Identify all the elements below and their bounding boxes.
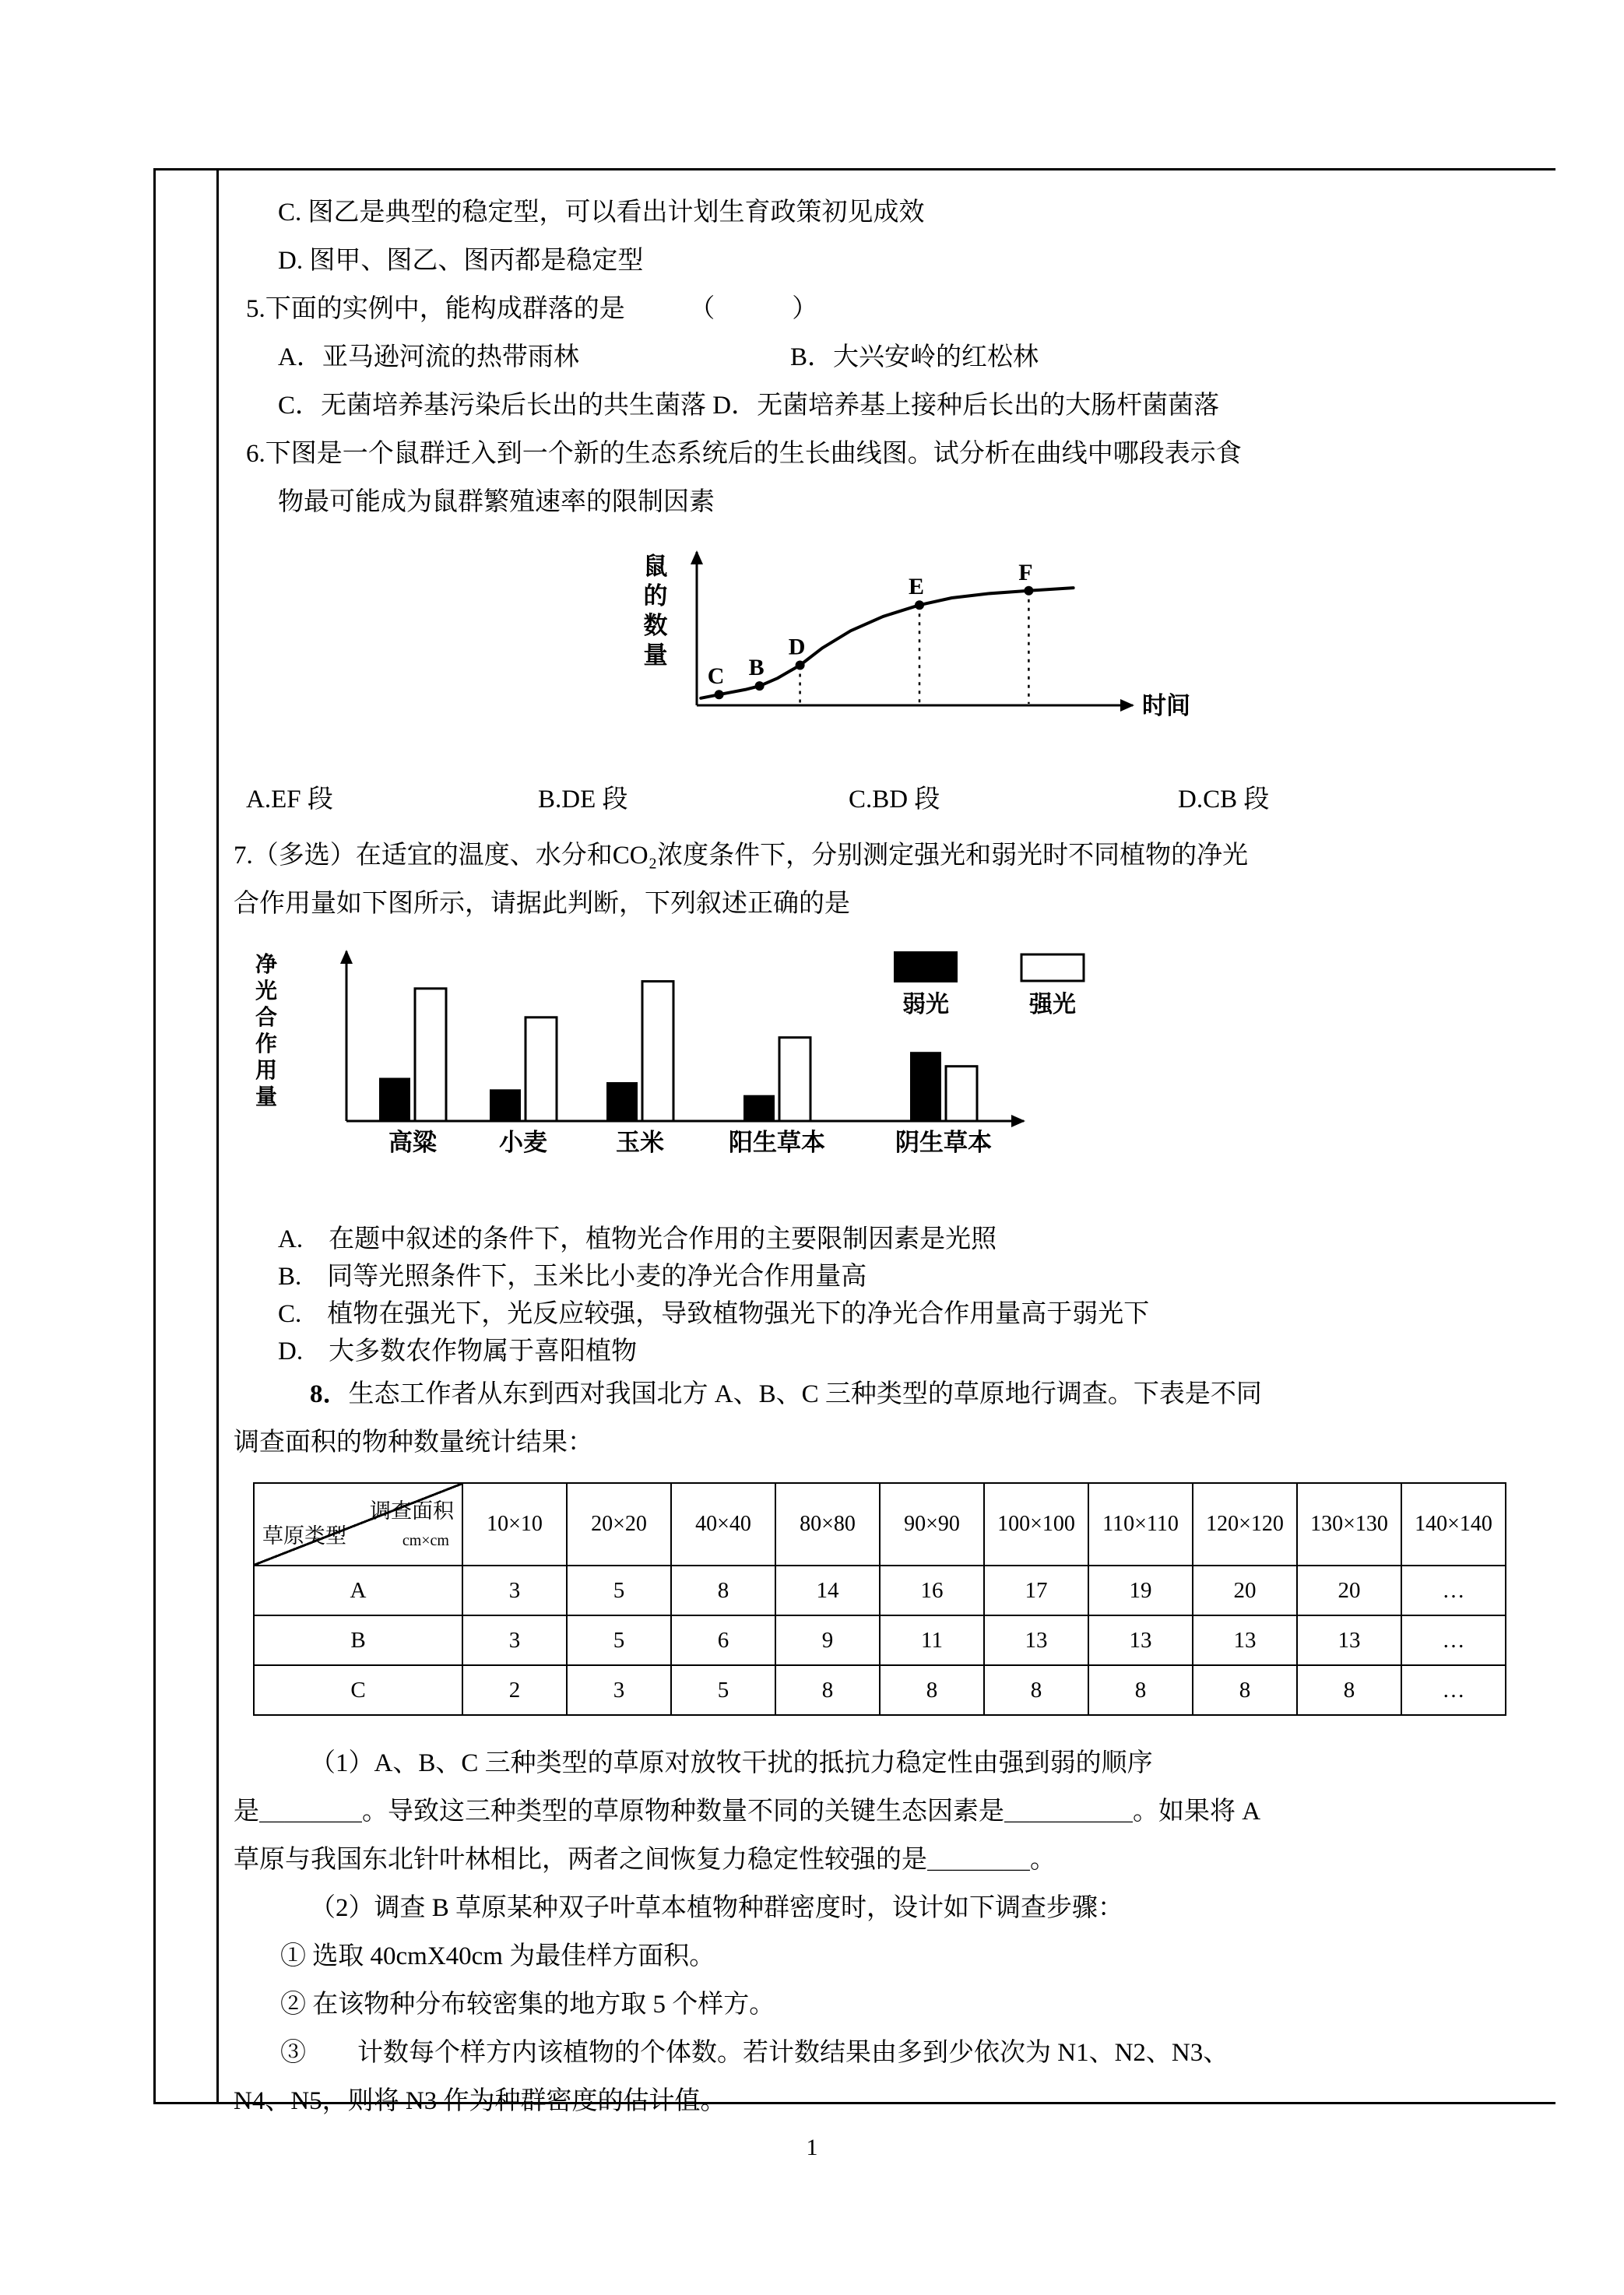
survey-cell: 17	[984, 1566, 1088, 1615]
survey-row-A	[254, 1566, 1506, 1615]
corner-label-unit: cm×cm	[402, 1532, 449, 1549]
survey-header-row	[254, 1483, 1506, 1566]
y-axis-label-char: 用	[255, 1059, 278, 1083]
legend-label-strong-light: 强光	[1029, 992, 1076, 1017]
q8-step3-line2: N4、N5，则将 N3 作为种群密度的估计值。	[234, 2087, 726, 2115]
q8-sub1-line3: 草原与我国东北针叶林相比，两者之间恢复力稳定性较强的是＿＿＿＿。	[234, 1846, 1056, 1874]
q5-options-cd: C．无菌培养基污染后长出的共生菌落 D．无菌培养基上接种后长出的大肠杆菌菌落	[278, 392, 1220, 420]
survey-cell: …	[1401, 1566, 1506, 1615]
bar-strong-light	[946, 1067, 977, 1121]
survey-col-header: 140×140	[1401, 1483, 1506, 1566]
photosynthesis-chart-figure	[241, 940, 1098, 1186]
y-axis-label-char: 合	[255, 1006, 278, 1030]
q8-sub1-line1: （1）A、B、C 三种类型的草原对放牧干扰的抵抗力稳定性由强到弱的顺序	[310, 1749, 1153, 1777]
y-axis-label-char: 鼠	[643, 553, 668, 580]
survey-cell: 16	[880, 1566, 984, 1615]
q8-stem-line1: 8．生态工作者从东到西对我国北方 A、B、C 三种类型的草原地行调查。下表是不同	[310, 1380, 1262, 1408]
q8-stem-line2: 调查面积的物种数量统计结果：	[234, 1429, 593, 1457]
point-D	[796, 660, 805, 670]
survey-cell: …	[1401, 1665, 1506, 1715]
q7-option-b: B. 同等光照条件下，玉米比小麦的净光合作用量高	[278, 1263, 867, 1291]
legend-label-weak-light: 弱光	[902, 992, 949, 1017]
survey-cell: 8	[1297, 1665, 1401, 1715]
survey-row-B	[254, 1615, 1506, 1665]
survey-row-label: B	[254, 1615, 462, 1665]
corner-label-type: 草原类型	[262, 1524, 346, 1548]
survey-col-header: 40×40	[671, 1483, 775, 1566]
category-label: 阴生草本	[895, 1129, 992, 1156]
q5-option-a: A．亚马逊河流的热带雨林	[278, 343, 579, 371]
q8-step3-line1: ③ 计数每个样方内该植物的个体数。若计数结果由多到少依次为 N1、N2、N3、	[280, 2039, 1229, 2067]
bar-strong-light	[642, 982, 673, 1121]
survey-cell: 13	[1193, 1615, 1297, 1665]
y-axis-label-char: 量	[255, 1085, 278, 1109]
survey-table	[253, 1482, 1506, 1716]
frame-left-inner-border	[216, 168, 219, 2104]
survey-cell: 11	[880, 1615, 984, 1665]
bar-weak-light	[490, 1089, 521, 1121]
mouse-growth-chart-figure	[623, 540, 1214, 755]
q6-option-b: B.DE 段	[538, 786, 628, 814]
survey-col-header: 110×110	[1088, 1483, 1193, 1566]
frame-top-border	[153, 168, 1555, 170]
y-axis-arrow	[340, 950, 353, 964]
point-C	[715, 690, 724, 699]
x-axis-arrow	[1120, 699, 1134, 712]
point-label-E: E	[908, 574, 925, 600]
category-label: 小麦	[499, 1129, 547, 1156]
y-axis-arrow	[691, 550, 703, 564]
survey-cell: 8	[880, 1665, 984, 1715]
survey-cell: 13	[984, 1615, 1088, 1665]
mouse-growth-chart	[623, 540, 1214, 739]
survey-col-header: 80×80	[775, 1483, 880, 1566]
q5-option-b: B．大兴安岭的红松林	[790, 343, 1039, 371]
survey-col-header: 20×20	[567, 1483, 671, 1566]
y-axis-label-char: 作	[255, 1032, 278, 1056]
legend-swatch-strong-light	[1021, 954, 1084, 981]
corner-label-area: 调查面积	[370, 1499, 454, 1523]
x-axis-label: 时间	[1142, 692, 1190, 719]
survey-cell: 13	[1297, 1615, 1401, 1665]
survey-cell: 3	[462, 1566, 567, 1615]
photosynthesis-bar-chart	[241, 940, 1098, 1170]
bar-strong-light	[415, 989, 446, 1121]
category-label: 高粱	[388, 1129, 437, 1156]
q7-option-a: A. 在题中叙述的条件下，植物光合作用的主要限制因素是光照	[278, 1225, 997, 1253]
q6-stem-line2: 物最可能成为鼠群繁殖速率的限制因素	[278, 488, 715, 516]
q8-sub2: （2）调查 B 草原某种双子叶草本植物种群密度时，设计如下调查步骤：	[310, 1894, 1124, 1922]
survey-cell: 3	[567, 1665, 671, 1715]
survey-cell: 20	[1193, 1566, 1297, 1615]
exam-page-content	[234, 188, 1551, 2125]
q7-option-c: C. 植物在强光下，光反应较强，导致植物强光下的净光合作用量高于弱光下	[278, 1300, 1150, 1328]
page-number: 1	[806, 2135, 818, 2160]
point-F	[1024, 586, 1033, 596]
point-B	[755, 681, 765, 691]
q6-options-row	[234, 775, 1551, 824]
y-axis-label-char: 量	[643, 641, 668, 669]
bar-weak-light	[743, 1095, 775, 1121]
survey-cell: 2	[462, 1665, 567, 1715]
survey-row-label: A	[254, 1566, 462, 1615]
q5-options-row	[234, 333, 1551, 381]
survey-cell: 3	[462, 1615, 567, 1665]
q7-stem-line2: 合作用量如下图所示，请据此判断，下列叙述正确的是	[234, 890, 850, 918]
bar-weak-light	[606, 1082, 638, 1121]
survey-cell: 9	[775, 1615, 880, 1665]
q8-step1: ① 选取 40cmX40cm 为最佳样方面积。	[280, 1942, 715, 1970]
prev-option-d: D. 图甲、图乙、图丙都是稳定型	[278, 247, 644, 275]
q8-number: 8．	[310, 1380, 349, 1408]
q6-option-a: A.EF 段	[246, 786, 333, 814]
q6-option-d: D.CB 段	[1178, 786, 1270, 814]
x-axis-arrow	[1011, 1115, 1025, 1127]
bar-strong-light	[779, 1038, 810, 1121]
point-label-F: F	[1018, 559, 1033, 585]
survey-row-label: C	[254, 1665, 462, 1715]
bar-weak-light	[379, 1078, 410, 1122]
survey-cell: 5	[567, 1615, 671, 1665]
legend-swatch-weak-light	[894, 951, 958, 982]
q7-option-d: D. 大多数农作物属于喜阳植物	[278, 1337, 638, 1365]
survey-cell: 6	[671, 1615, 775, 1665]
y-axis-label-char: 光	[255, 979, 278, 1003]
survey-cell: 13	[1088, 1615, 1193, 1665]
survey-cell: 8	[671, 1566, 775, 1615]
category-label: 玉米	[616, 1129, 664, 1156]
y-axis-label-char: 数	[643, 612, 668, 639]
survey-cell: 14	[775, 1566, 880, 1615]
bar-strong-light	[526, 1017, 557, 1121]
survey-cell: 8	[1088, 1665, 1193, 1715]
q6-option-c: C.BD 段	[849, 786, 940, 814]
survey-table-body	[254, 1566, 1506, 1715]
survey-cell: 8	[984, 1665, 1088, 1715]
survey-cell: 5	[671, 1665, 775, 1715]
bar-weak-light	[910, 1052, 941, 1121]
survey-cell: 20	[1297, 1566, 1401, 1615]
frame-left-outer-border	[153, 168, 156, 2104]
survey-cell: 19	[1088, 1566, 1193, 1615]
survey-corner-cell	[254, 1483, 462, 1566]
survey-cell: …	[1401, 1615, 1506, 1665]
growth-curve	[701, 588, 1073, 698]
point-E	[915, 600, 924, 610]
survey-col-header: 120×120	[1193, 1483, 1297, 1566]
survey-col-header: 130×130	[1297, 1483, 1401, 1566]
survey-col-header: 90×90	[880, 1483, 984, 1566]
q7-stem-line1: 7.（多选）在适宜的温度、水分和CO₂浓度条件下，分别测定强光和弱光时不同植物的净光	[234, 842, 1249, 870]
point-label-D: D	[788, 634, 806, 660]
survey-col-header: 100×100	[984, 1483, 1088, 1566]
survey-cell: 8	[1193, 1665, 1297, 1715]
point-label-C: C	[707, 663, 725, 690]
category-label: 阳生草本	[729, 1129, 825, 1156]
q7-options	[234, 1221, 1551, 1370]
survey-cell: 5	[567, 1566, 671, 1615]
q8-step2: ② 在该物种分布较密集的地方取 5 个样方。	[280, 1991, 775, 2019]
survey-col-header: 10×10	[462, 1483, 567, 1566]
q5-stem: 5.下面的实例中，能构成群落的是 （ ）	[246, 295, 818, 323]
y-axis-label-char: 净	[255, 953, 278, 977]
y-axis-label-char: 的	[643, 582, 668, 610]
q8-sub1-line2: 是＿＿＿＿。导致这三种类型的草原物种数量不同的关键生态因素是＿＿＿＿＿。如果将 A	[234, 1798, 1261, 1826]
prev-option-c: C. 图乙是典型的稳定型，可以看出计划生育政策初见成效	[278, 199, 925, 227]
point-label-B: B	[748, 655, 765, 681]
q6-stem-line1: 6.下图是一个鼠群迁入到一个新的生态系统后的生长曲线图。试分析在曲线中哪段表示食	[246, 440, 1242, 468]
survey-cell: 8	[775, 1665, 880, 1715]
survey-row-C	[254, 1665, 1506, 1715]
